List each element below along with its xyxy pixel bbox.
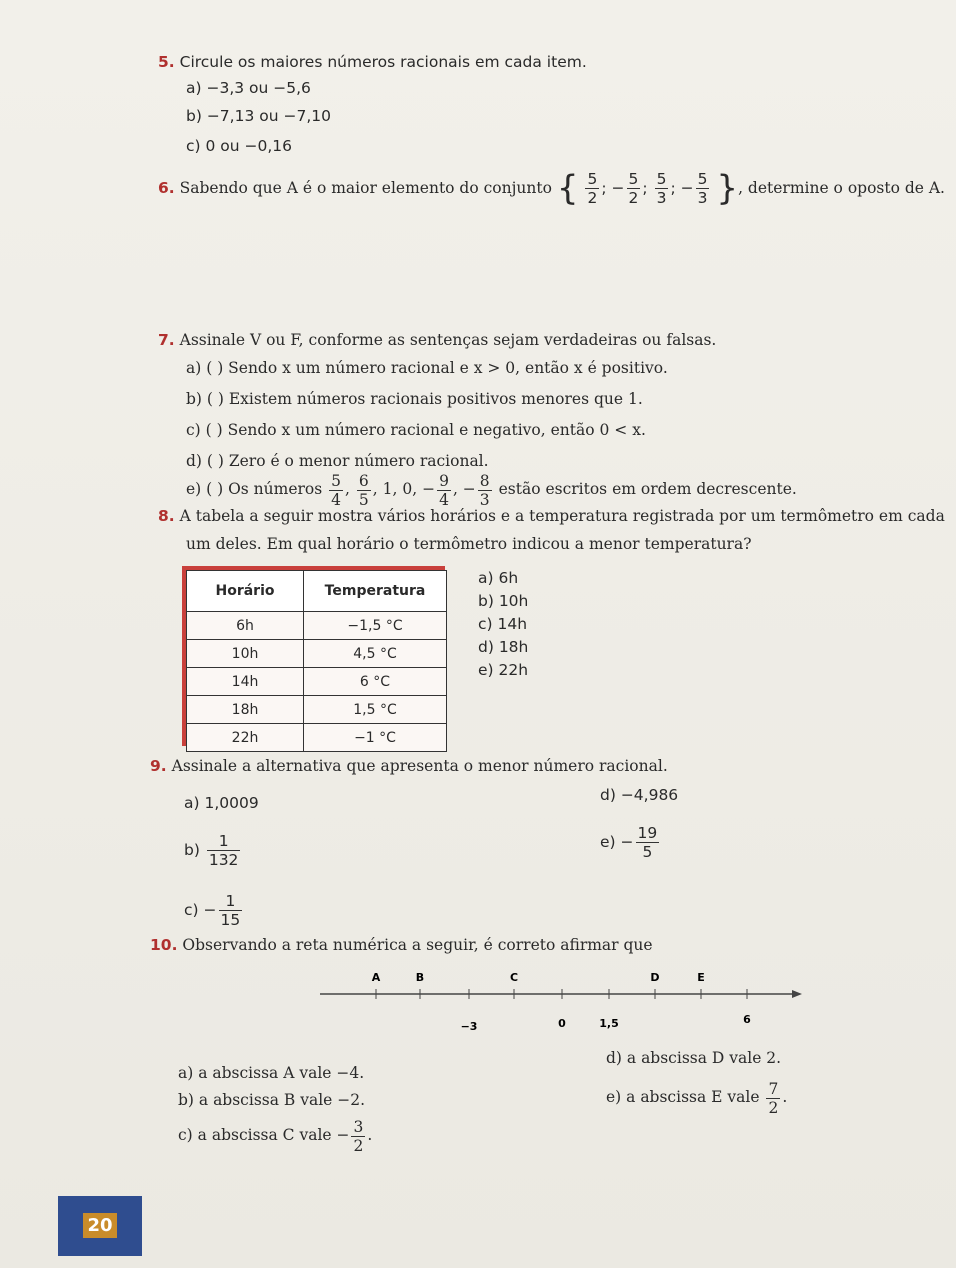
q7e-suffix: estão escritos em ordem decrescente. — [498, 480, 797, 498]
table-row — [187, 668, 447, 696]
q8-option-b: b) 10h — [478, 592, 529, 610]
q9c-num: 1 — [219, 892, 243, 911]
q8-option-d: d) 18h — [478, 638, 529, 656]
q7e-prefix: e) ( ) Os números — [186, 480, 323, 498]
q6-frac4-sign: − — [680, 179, 694, 197]
q5-item-a: a) −3,3 ou −5,6 — [186, 79, 311, 97]
q7e-frac4-den: 3 — [479, 490, 490, 509]
q9-number: 9. — [150, 757, 167, 775]
q7-text: Assinale V ou F, conforme as sentenças sejam verdadeiras ou falsas. — [179, 331, 717, 349]
q9-option-d: d) −4,986 — [600, 786, 679, 804]
q6-frac4-num: 5 — [697, 170, 708, 188]
q10c-num: 3 — [353, 1117, 364, 1136]
q8-line1: A tabela a seguir mostra vários horários e a temperatura registrada por um termômetro em cada — [179, 507, 945, 525]
point-label-B: B — [415, 971, 425, 984]
q6-frac3-num: 5 — [656, 170, 667, 188]
q9c-sign: − — [203, 901, 217, 919]
set-open-brace: { — [556, 168, 579, 209]
tick-label-0: 0 — [558, 1017, 566, 1030]
q9-text: Assinale a alternativa que apresenta o menor número racional. — [171, 757, 668, 775]
q7e-minus: , − — [452, 480, 476, 498]
point-label-E: E — [697, 971, 705, 984]
page-number: 20 — [83, 1213, 116, 1238]
q10e-prefix: e) a abscissa E vale — [606, 1088, 760, 1106]
temperature-table — [186, 570, 447, 752]
q8-option-a: a) 6h — [478, 569, 519, 587]
q7e-frac3-num: 9 — [439, 471, 449, 490]
q6-frac2-den: 2 — [628, 189, 639, 207]
q7-item-b: b) ( ) Existem números racionais positivos menores que 1. — [186, 390, 643, 408]
q6-frac1-den: 2 — [587, 189, 598, 207]
number-line — [320, 965, 820, 1035]
q10e-end: . — [782, 1088, 788, 1106]
table-row — [187, 696, 447, 724]
q8-number: 8. — [158, 507, 175, 525]
q6-sep1: ; — [601, 179, 607, 197]
q9-option-a: a) 1,0009 — [184, 794, 259, 812]
q7e-frac4-num: 8 — [479, 471, 490, 490]
q10-statement — [150, 935, 653, 955]
q10-option-b: b) a abscissa B vale −2. — [178, 1091, 366, 1109]
q7e-frac2-num: 6 — [358, 471, 369, 490]
q6-text-after: , determine o oposto de A. — [738, 179, 945, 197]
q10-number: 10. — [150, 936, 178, 954]
q5-number: 5. — [158, 53, 175, 71]
q5-item-c: c) 0 ou −0,16 — [186, 137, 293, 155]
q7e-frac3-den: 4 — [439, 490, 449, 509]
q6-frac1-num: 5 — [587, 170, 598, 188]
cell-temp: −1 °C — [304, 724, 447, 752]
q7e-frac1-den: 4 — [331, 490, 342, 509]
q7-item-d: d) ( ) Zero é o menor número racional. — [186, 452, 489, 470]
q6-sep3: ; — [670, 179, 676, 197]
q5-item-b: b) −7,13 ou −7,10 — [186, 107, 331, 125]
q9c-den: 15 — [220, 911, 241, 929]
q7-statement — [158, 330, 716, 350]
q10-text: Observando a reta numérica a seguir, é correto afirmar que — [182, 936, 653, 954]
cell-time: 10h — [187, 640, 304, 668]
q10c-prefix: c) a abscissa C vale − — [178, 1126, 350, 1144]
q9b-label: b) — [184, 841, 200, 859]
point-label-C: C — [509, 971, 519, 984]
cell-temp: 1,5 °C — [304, 696, 447, 724]
q7-item-a: a) ( ) Sendo x um número racional e x > 0, então x é positivo. — [186, 359, 668, 377]
q9b-num: 1 — [207, 832, 241, 851]
q7e-frac1-num: 5 — [331, 471, 342, 490]
q6-number: 6. — [158, 179, 175, 197]
q9e-sign: − — [620, 833, 634, 851]
q6-text-before: Sabendo que A é o maior elemento do conjunto — [179, 179, 552, 197]
q5-statement — [158, 52, 587, 72]
q10-option-a: a) a abscissa A vale −4. — [178, 1064, 365, 1082]
table-row — [187, 724, 447, 752]
cell-temp: 4,5 °C — [304, 640, 447, 668]
q6-statement — [158, 166, 945, 211]
q6-sep2: ; — [642, 179, 648, 197]
q10-option-d: d) a abscissa D vale 2. — [606, 1049, 782, 1067]
q9e-num: 19 — [637, 824, 658, 842]
q6-frac3-den: 3 — [656, 189, 667, 207]
q7-item-c: c) ( ) Sendo x um número racional e negativo, então 0 < x. — [186, 421, 646, 439]
table-row — [187, 612, 447, 640]
point-label-A: A — [371, 971, 381, 984]
q8-option-c: c) 14h — [478, 615, 528, 633]
q6-frac4-den: 3 — [697, 189, 708, 207]
page-number-badge — [58, 1196, 142, 1256]
q8-line2: um deles. Em qual horário o termômetro indicou a menor temperatura? — [186, 535, 752, 553]
q9-option-b — [184, 826, 242, 874]
q5-text: Circule os maiores números racionais em cada item. — [179, 53, 587, 71]
q10c-den: 2 — [353, 1136, 364, 1155]
cell-time: 6h — [187, 612, 304, 640]
q10-option-c — [178, 1112, 372, 1158]
cell-time: 22h — [187, 724, 304, 752]
tick-label-minus3: −3 — [460, 1020, 478, 1033]
q9-option-e — [600, 818, 661, 866]
q10-option-e — [606, 1074, 787, 1120]
cell-temp: −1,5 °C — [304, 612, 447, 640]
q9b-den: 132 — [208, 851, 239, 869]
point-label-D: D — [650, 971, 660, 984]
q9-statement — [150, 756, 668, 776]
number-line-arrow — [792, 990, 802, 998]
tick-label-1-5: 1,5 — [599, 1017, 619, 1030]
q6-frac2-sign: − — [611, 179, 625, 197]
q7-number: 7. — [158, 331, 175, 349]
q7e-frac2-den: 5 — [358, 490, 369, 509]
q10e-den: 2 — [768, 1098, 779, 1117]
q10c-end: . — [367, 1126, 373, 1144]
cell-time: 14h — [187, 668, 304, 696]
q8-option-e: e) 22h — [478, 661, 529, 679]
table-header-horario: Horário — [187, 571, 304, 612]
cell-temp: 6 °C — [304, 668, 447, 696]
q10e-num: 7 — [768, 1079, 779, 1098]
q8-statement-line1 — [158, 506, 945, 526]
q7e-comma: , — [345, 480, 350, 498]
q9c-label: c) — [184, 901, 199, 919]
cell-time: 18h — [187, 696, 304, 724]
q7e-mid: , 1, 0, − — [372, 480, 436, 498]
q9-option-c — [184, 886, 244, 934]
table-header-temperatura: Temperatura — [304, 571, 447, 612]
table-row — [187, 640, 447, 668]
q6-frac2-num: 5 — [628, 170, 639, 188]
tick-label-6: 6 — [743, 1013, 751, 1026]
q9e-den: 5 — [642, 843, 653, 861]
set-close-brace: } — [716, 168, 739, 209]
q9e-label: e) — [600, 833, 616, 851]
